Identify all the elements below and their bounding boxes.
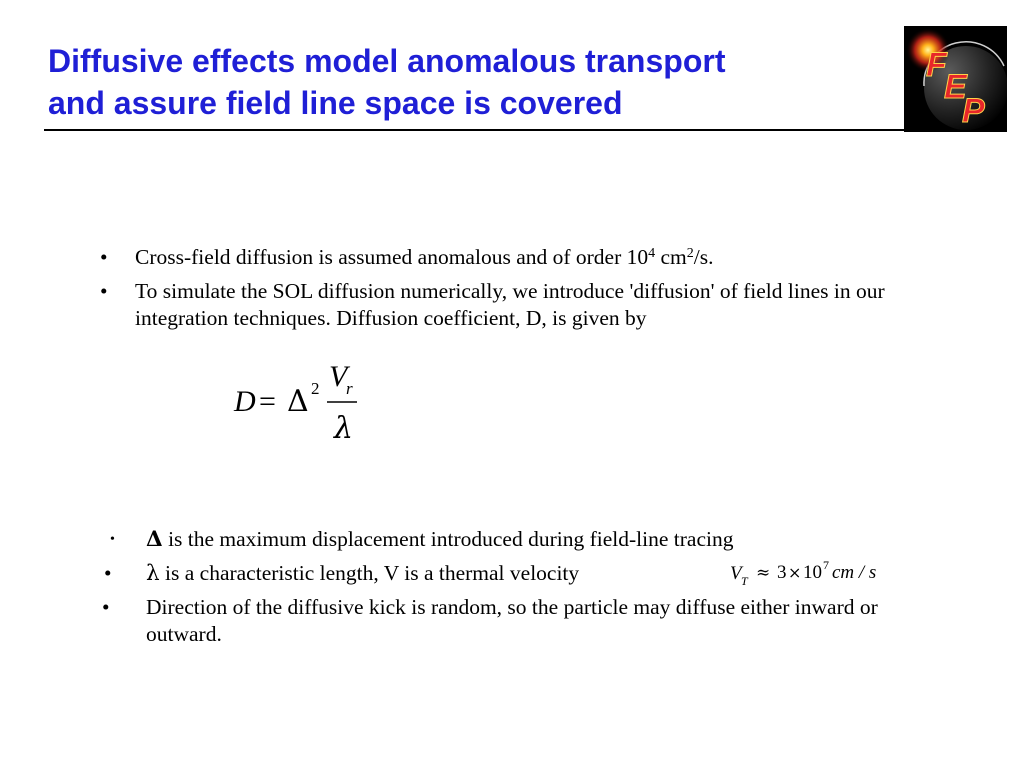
bullet-text-pre: Cross-field diffusion is assumed anomalous and of order 10 — [135, 245, 649, 269]
bullet-item — [100, 278, 900, 332]
bullet-marker: • — [100, 245, 108, 269]
delta-symbol: Δ — [146, 527, 163, 552]
lambda-symbol: λ — [146, 561, 160, 586]
bullet-marker: • — [104, 561, 112, 585]
exponent-2: 2 — [686, 246, 694, 261]
logo-letter-f: F — [926, 46, 947, 84]
vt-base: 10 — [803, 562, 822, 583]
bullet-item — [100, 244, 900, 271]
vt-times: × — [788, 563, 802, 582]
slide-title — [48, 40, 898, 124]
eq-numerator-sub: r — [346, 379, 353, 398]
eq-numerator-v: V — [329, 360, 348, 393]
title-line-2: and assure field line space is covered — [48, 85, 623, 121]
logo-letter-p: P — [962, 92, 985, 130]
bullet-text: is the maximum displacement introduced during field-line tracing — [162, 527, 734, 551]
diffusion-equation — [228, 360, 368, 445]
bullet-text: is a characteristic length, V is a thermal velocity — [159, 561, 580, 585]
eq-exponent: 2 — [311, 379, 320, 398]
bullet-text: To simulate the SOL diffusion numerically, we introduce 'diffusion' of field lines in our integration techniques. Diffusion coefficient, D, is given by — [135, 279, 885, 330]
bullet-list-top — [100, 244, 900, 339]
bullet-marker: • — [102, 595, 110, 619]
logo-letter-e: E — [944, 68, 967, 106]
title-underline — [44, 129, 908, 131]
fep-logo-graphic — [904, 26, 1007, 132]
bullet-item — [100, 526, 930, 553]
vt-exponent: 7 — [823, 560, 829, 572]
vt-v: V — [730, 563, 742, 584]
eq-delta: Δ — [287, 384, 309, 419]
eq-denominator-lambda: λ — [334, 411, 354, 445]
title-line-1: Diffusive effects model anomalous transport — [48, 43, 726, 79]
vt-subscript: T — [741, 574, 748, 588]
vt-coefficient: 3 — [777, 562, 787, 583]
vt-units: cm / s — [832, 562, 877, 583]
vt-approx: ≈ — [756, 563, 771, 583]
bullet-text-mid: cm — [655, 245, 687, 269]
eq-lhs-d: D — [234, 385, 256, 418]
bullet-text: Direction of the diffusive kick is random, so the particle may diffuse either inward or outward. — [146, 595, 878, 646]
fep-logo — [904, 26, 1007, 132]
bullet-text-post: /s. — [693, 245, 714, 269]
bullet-marker: • — [100, 279, 108, 303]
eq-equals: = — [259, 385, 276, 418]
bullet-item — [100, 594, 930, 648]
exponent-4: 4 — [648, 246, 656, 261]
bullet-marker: • — [110, 532, 115, 547]
bullet-list-bottom — [100, 526, 930, 655]
thermal-velocity-equation — [728, 560, 908, 590]
